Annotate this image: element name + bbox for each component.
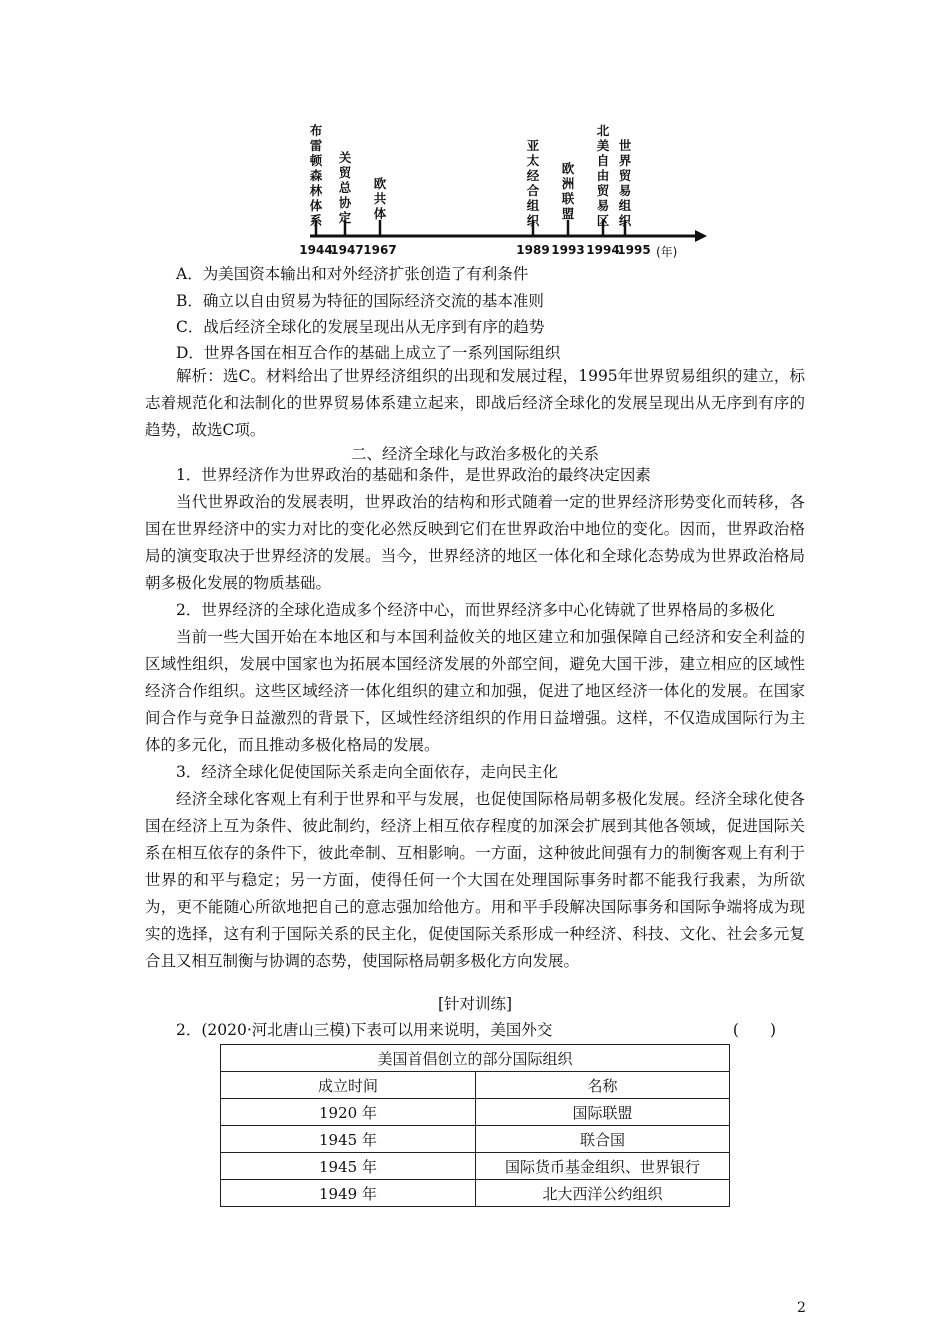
point-heading: 1．世界经济作为世界政治的基础和条件，是世界政治的最终决定因素: [176, 466, 651, 484]
year-label: 1995: [617, 243, 651, 257]
event-label: 北美自由贸易区: [596, 123, 610, 228]
timeline-figure: [300, 118, 720, 268]
table-caption-row: [221, 1045, 730, 1072]
option-d: D．世界各国在相互合作的基础上成立了一系列国际组织: [176, 344, 561, 362]
table-cell: 1945 年: [221, 1126, 476, 1153]
table-row: [221, 1180, 730, 1207]
points-block: [145, 462, 805, 975]
year-label: 1944: [299, 243, 333, 257]
year-label: 1967: [363, 243, 397, 257]
option-c: C．战后经济全球化的发展呈现出从无序到有序的趋势: [176, 318, 545, 336]
column-header: 成立时间: [221, 1072, 476, 1099]
training-title: [针对训练]: [437, 995, 513, 1013]
event-label: 世界贸易组织: [618, 138, 632, 228]
table-cell: 1945 年: [221, 1153, 476, 1180]
year-label: 1947: [330, 243, 364, 257]
year-label: 1994: [586, 243, 620, 257]
page-number: 2: [797, 1300, 806, 1316]
point-body: 当代世界政治的发展表明，世界政治的结构和形式随着一定的世界经济形势变化而转移，各国在世界经济中的实力对比的变化必然反映到它们在世界政治中地位的变化。因而，世界政治格局的演变取决于世界经济的发展。当今，世界经济的地区一体化和全球化态势成为世界政治格局朝多极化发展的物质基础。: [145, 493, 805, 592]
question-2-stem: 2．(2020·河北唐山三模)下表可以用来说明，美国外交: [176, 1021, 553, 1039]
year-label: 1993: [551, 243, 585, 257]
year-unit: (年): [656, 245, 678, 259]
timeline-arrow: [695, 230, 707, 242]
table-cell: 北大西洋公约组织: [476, 1180, 730, 1207]
table-cell: 国际联盟: [476, 1099, 730, 1126]
option-a: A．为美国资本输出和对外经济扩张创造了有利条件: [176, 265, 529, 283]
event-label: 关贸总协定: [338, 150, 352, 225]
table-cell: 1920 年: [221, 1099, 476, 1126]
table-cell: 国际货币基金组织、世界银行: [476, 1153, 730, 1180]
point-body: 经济全球化客观上有利于世界和平与发展，也促使国际格局朝多极化发展。经济全球化使各国在经济上互为条件、彼此制约，经济上相互依存程度的加深会扩展到其他各领域，促进国际关系在相互依存的条件下，彼此牵制、互相影响。一方面，这种彼此间强有力的制衡客观上有利于世界的和平与稳定；另一方面，使得任何一个大国在处理国际事务时都不能我行我素，为所欲为，更不能随心所欲地把自己的意志强加给他方。用和平手段解决国际事务和国际争端将成为现实的选择，这有利于国际关系的民主化，促使国际关系形成一种经济、科技、文化、社会多元复合且又相互制衡与协调的态势，使国际格局朝多极化方向发展。: [145, 790, 805, 970]
table-caption: 美国首倡创立的部分国际组织: [221, 1045, 730, 1072]
table-row: [221, 1099, 730, 1126]
table-cell: 联合国: [476, 1126, 730, 1153]
point-body: 当前一些大国开始在本地区和与本国利益攸关的地区建立和加强保障自己经济和安全利益的区域性组织，发展中国家也为拓展本国经济发展的外部空间，避免大国干涉，建立相应的区域性经济合作组织。这些区域经济一体化组织的建立和加强，促进了地区经济一体化的发展。在国家间合作与竞争日益激烈的背景下，区域性经济组织的作用日益增强。这样，不仅造成国际行为主体的多元化，而且推动多极化格局的发展。: [145, 628, 805, 754]
event-label: 亚太经合组织: [526, 138, 540, 228]
organizations-table: [220, 1044, 730, 1207]
column-header: 名称: [476, 1072, 730, 1099]
question-2: [176, 1018, 776, 1040]
table-row: [221, 1126, 730, 1153]
section-title: 二、经济全球化与政治多极化的关系: [350, 445, 599, 463]
event-label: 布雷顿森林体系: [309, 123, 323, 228]
event-label: 欧洲联盟: [561, 161, 575, 221]
point-heading: 2．世界经济的全球化造成多个经济中心，而世界经济多中心化铸就了世界格局的多极化: [176, 601, 775, 619]
table-cell: 1949 年: [221, 1180, 476, 1207]
event-label: 欧共体: [373, 176, 387, 221]
option-b: B．确立以自由贸易为特征的国际经济交流的基本准则: [176, 292, 544, 310]
point-heading: 3．经济全球化促使国际关系走向全面依存，走向民主化: [176, 763, 558, 781]
table-row: [221, 1153, 730, 1180]
year-label: 1989: [516, 243, 550, 257]
analysis-block: [145, 363, 805, 444]
table-header-row: [221, 1072, 730, 1099]
analysis-text: 解析：选C。材料给出了世界经济组织的出现和发展过程，1995年世界贸易组织的建立，标志着规范化和法制化的世界贸易体系建立起来，即战后经济全球化的发展呈现出从无序到有序的趋势，故选C项。: [145, 367, 805, 439]
answer-blank: ( ): [732, 1021, 776, 1039]
